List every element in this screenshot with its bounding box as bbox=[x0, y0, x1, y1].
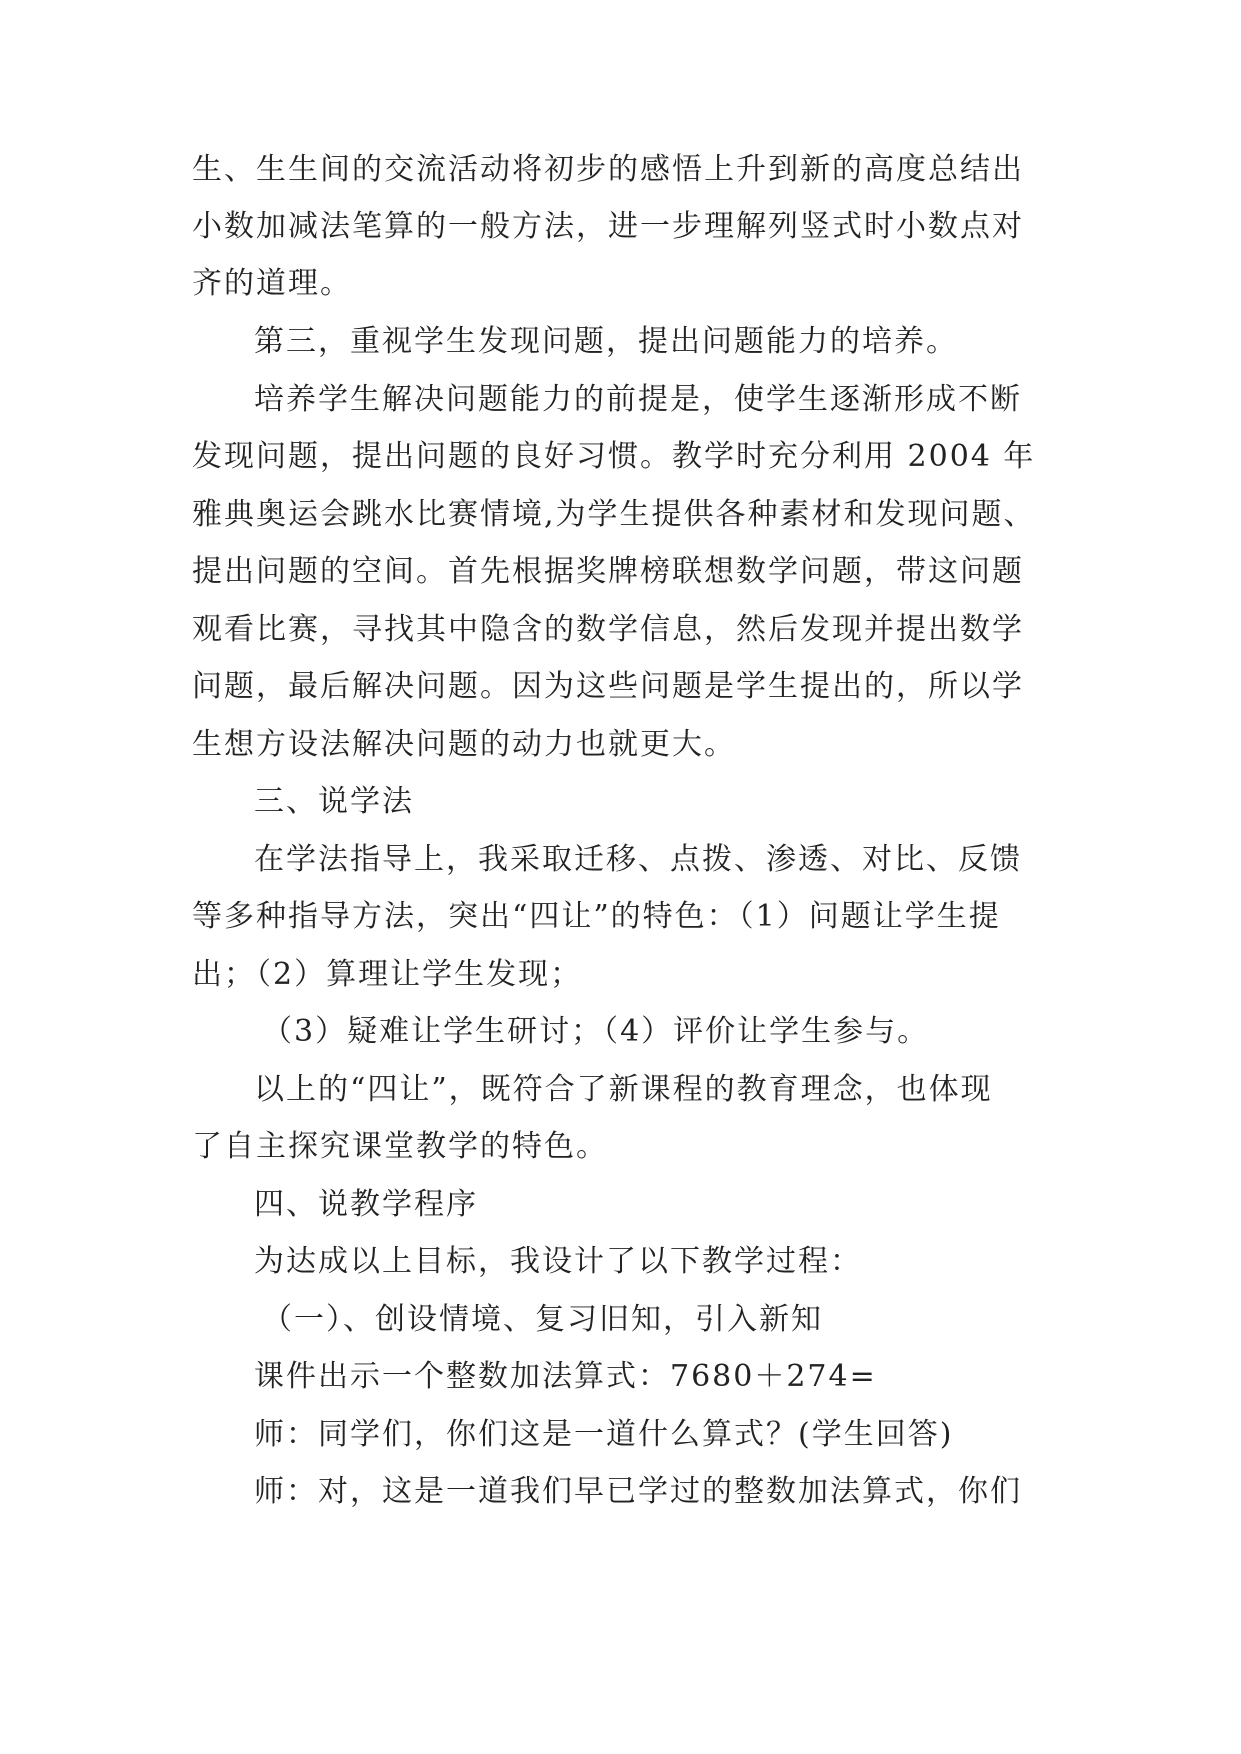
text-line: 等多种指导方法，突出“四让”的特色：（1）问题让学生提 bbox=[192, 899, 1001, 934]
text-line: 为达成以上目标，我设计了以下教学过程： bbox=[254, 1244, 862, 1279]
text-line: （3）疑难让学生研讨；（4）评价让学生参与。 bbox=[262, 1014, 930, 1049]
text-line: 问题，最后解决问题。因为这些问题是学生提出的，所以学 bbox=[192, 669, 1024, 704]
text-line: 雅典奥运会跳水比赛情境,为学生提供各种素材和发现问题、 bbox=[192, 497, 1036, 532]
text-line: 观看比赛，寻找其中隐含的数学信息，然后发现并提出数学 bbox=[192, 612, 1024, 647]
text-line: 以上的“四让”，既符合了新课程的教育理念，也体现 bbox=[254, 1072, 993, 1107]
text-line: 齐的道理。 bbox=[192, 266, 352, 301]
text-line: 课件出示一个整数加法算式：7680＋274= bbox=[254, 1359, 877, 1394]
text-line: 生想方设法解决问题的动力也就更大。 bbox=[192, 727, 736, 762]
section-heading: 第三，重视学生发现问题，提出问题能力的培养。 bbox=[254, 324, 958, 359]
text-line: 培养学生解决问题能力的前提是，使学生逐渐形成不断 bbox=[254, 382, 1022, 417]
text-line: 小数加减法笔算的一般方法，进一步理解列竖式时小数点对 bbox=[192, 209, 1024, 244]
section-heading: 四、说教学程序 bbox=[254, 1187, 478, 1222]
text-line: 出；（2）算理让学生发现； bbox=[192, 957, 583, 992]
text-line: 在学法指导上，我采取迁移、点拨、渗透、对比、反馈 bbox=[254, 842, 1022, 877]
text-line: 提出问题的空间。首先根据奖牌榜联想数学问题，带这问题 bbox=[192, 554, 1024, 589]
text-line: 了自主探究课堂教学的特色。 bbox=[192, 1129, 608, 1164]
text-line: 师：对，这是一道我们早已学过的整数加法算式，你们 bbox=[254, 1474, 1022, 1509]
subsection-heading: （一）、创设情境、复习旧知，引入新知 bbox=[262, 1302, 823, 1337]
text-line: 发现问题，提出问题的良好习惯。教学时充分利用 2004 年 bbox=[192, 439, 1036, 474]
text-line: 师：同学们，你们这是一道什么算式？(学生回答) bbox=[254, 1417, 954, 1452]
text-line: 生、生生间的交流活动将初步的感悟上升到新的高度总结出 bbox=[192, 152, 1024, 187]
section-heading: 三、说学法 bbox=[254, 784, 414, 819]
